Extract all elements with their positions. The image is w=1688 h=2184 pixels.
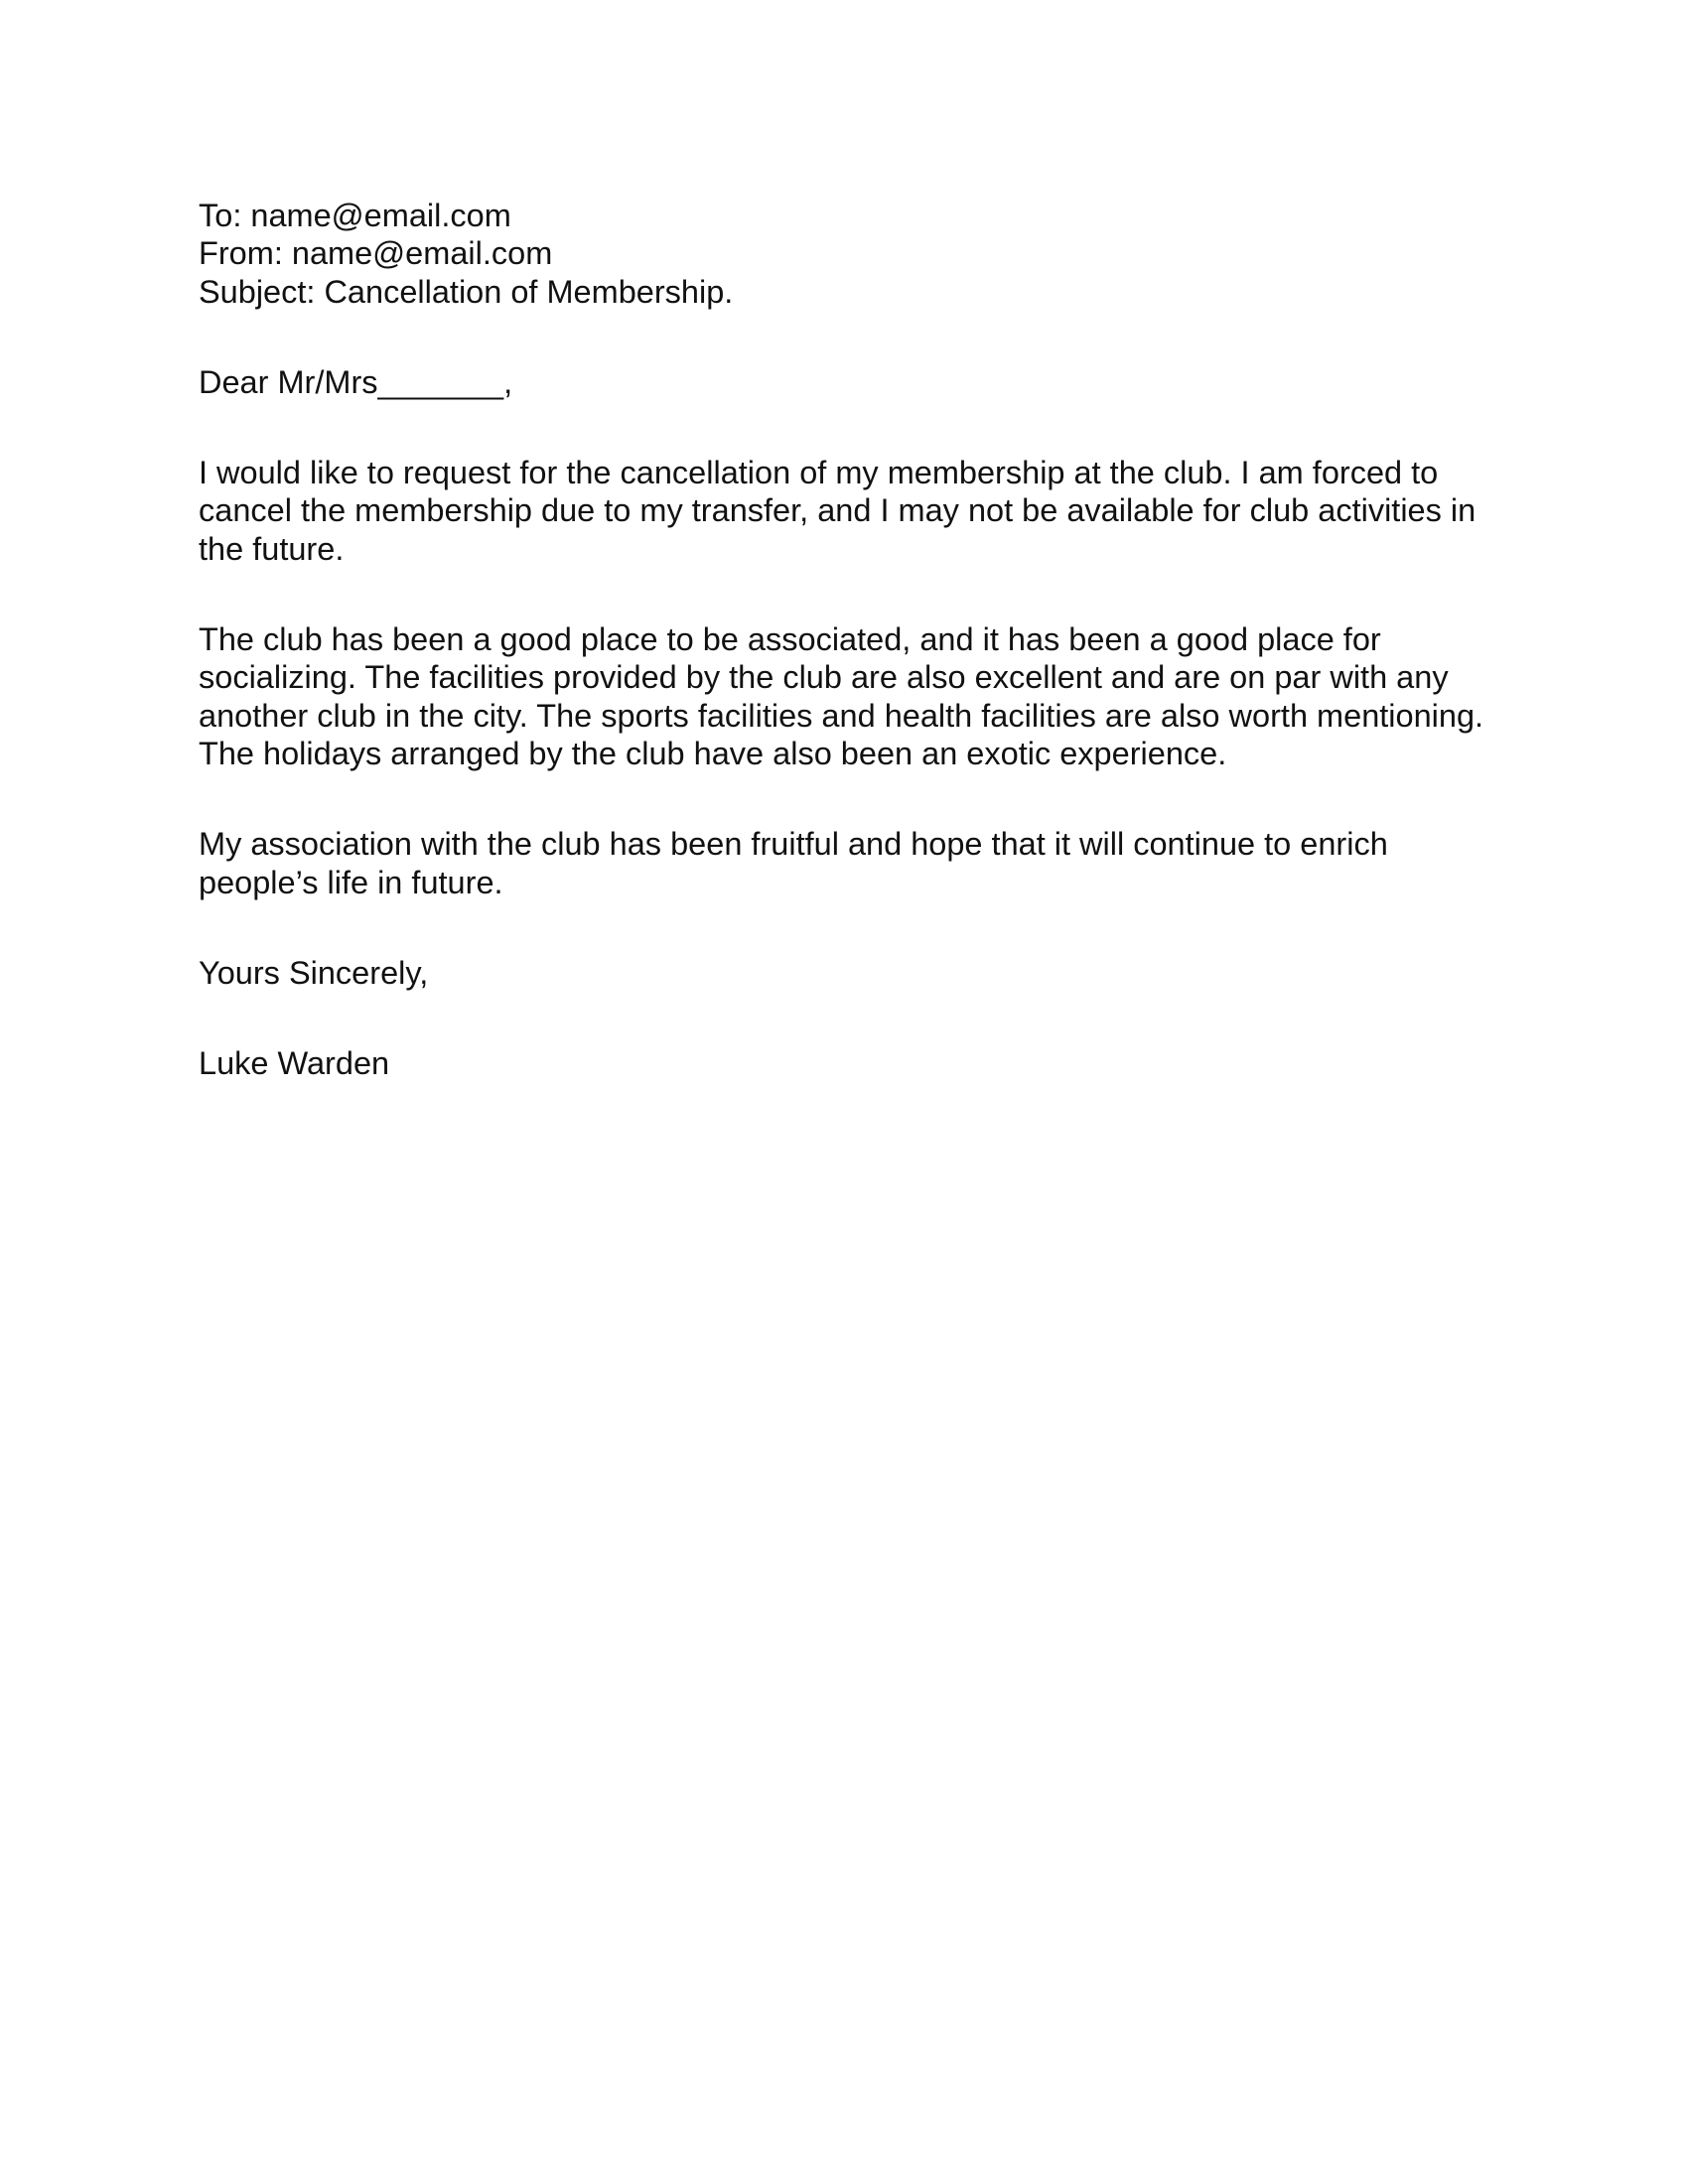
letter-body: [199, 197, 1489, 1082]
salutation: Dear Mr/Mrs_______,: [199, 363, 513, 400]
paragraph-closing-remark: My association with the club has been fruitful and hope that it will continue to enrich people’s life in future.: [199, 826, 1388, 900]
email-header: [199, 197, 1489, 311]
closing: Yours Sincerely,: [199, 954, 429, 991]
paragraph-appreciation: The club has been a good place to be associated, and it has been a good place for socializing. The facilities provided by the club are also excellent and are on par with any another club in the city. The sports facilities and health facilities are also worth mentioning. The holidays arranged by the club have also been an exotic experience.: [199, 621, 1484, 771]
subject-line: Subject: Cancellation of Membership.: [199, 273, 734, 310]
to-line: To: name@email.com: [199, 198, 511, 233]
signature-name: Luke Warden: [199, 1045, 390, 1082]
from-line: From: name@email.com: [199, 235, 553, 272]
paragraph-request: I would like to request for the cancellation of my membership at the club. I am forced to cancel the membership due to my transfer, and I may not be available for club activities in the future.: [199, 455, 1477, 567]
